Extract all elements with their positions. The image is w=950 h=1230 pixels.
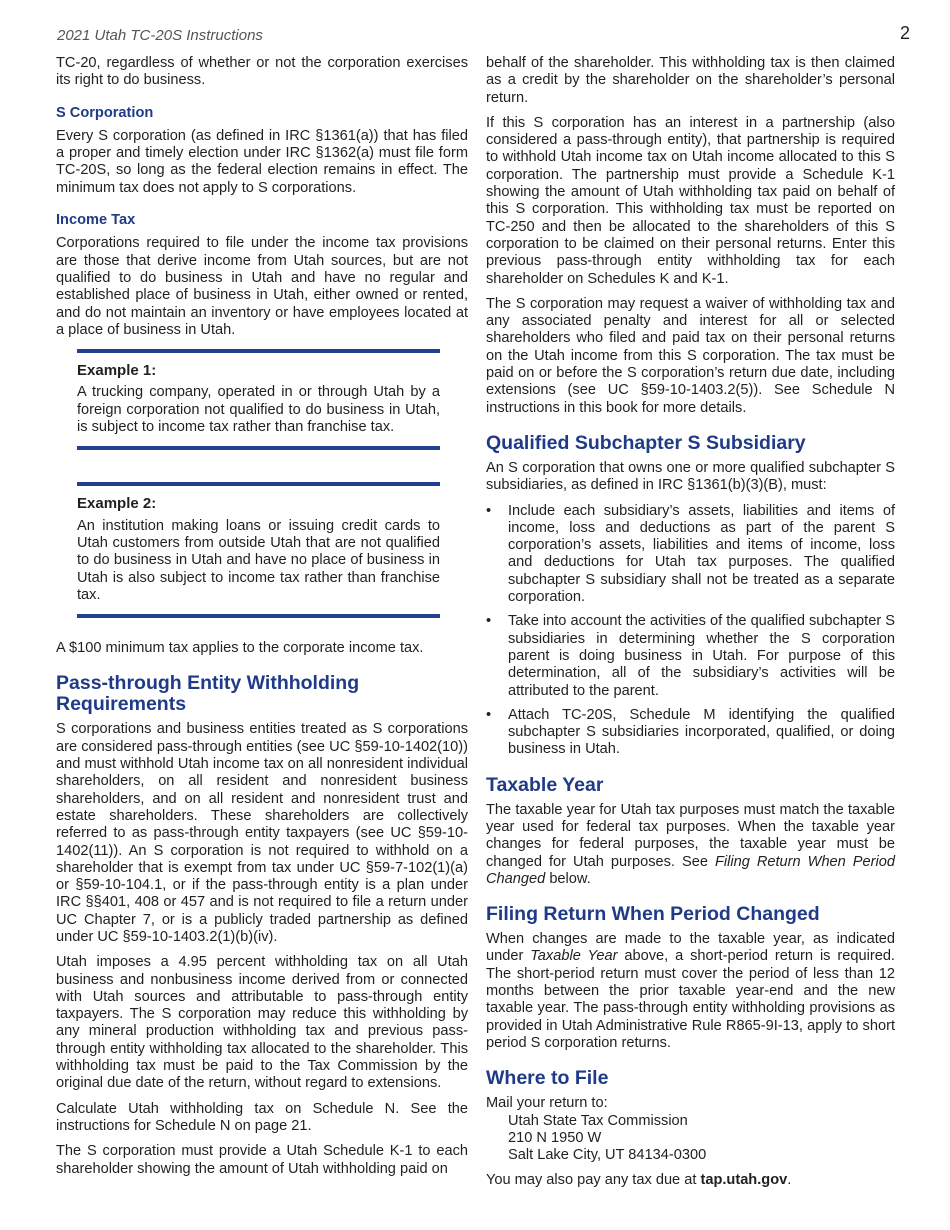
left-column (56, 55, 468, 1186)
address-line: Salt Lake City, UT 84134-0300 (508, 1147, 707, 1164)
example-2-title: Example 2: (77, 495, 157, 513)
qualified-subchapter-list (486, 503, 895, 759)
mailing-address-block (486, 1095, 895, 1164)
example-1-text: A trucking company, operated in or through Utah by a foreign corporation not qualified to do business in Utah, is subject to income tax rather than franchise tax. (77, 384, 440, 436)
tap-website-link[interactable]: tap.utah.gov (700, 1172, 788, 1189)
page-number: 2 (899, 23, 910, 43)
example-1-title: Example 1: (77, 362, 157, 380)
pass-through-paragraph-1: S corporations and business entities treated as S corporations are considered pass-through entities (see UC §59-10-1402(10)) and must withhold Utah income tax on all nonresident individual shareholders, on all resident and nonresident business shareholders, and on all resident and nonresident trust and estate shareholders. These shareholders are collectively referred to as pass-through entity taxpayers (see UC §59-10-1402(11)). An S corporation is not required to withhold on a shareholder that is exempt from tax under UC §59-7-102(1)(a) or §59-10-104.1, or if the pass-through entity is a plan under IRC §§401, 408 or 457 and is not required to file a return under UC Chapter 7, or is a publicly traded partnership as defined under UC §59-10-1403.2(1)(b)(iv). (56, 721, 468, 945)
list-item: • Attach TC-20S, Schedule M identifying the qualified subchapter S subsidiaries incorporated, qualified, or doing business in Utah. (486, 707, 895, 759)
pay-text: You may also pay any tax due at (486, 1172, 697, 1189)
address-line: 210 N 1950 W (508, 1129, 602, 1146)
where-to-file-heading: Where to File (486, 1067, 609, 1090)
pass-through-paragraph-4: The S corporation must provide a Utah Schedule K-1 to each shareholder showing the amount of Utah withholding paid on (56, 1143, 468, 1177)
filing-text-post: above, a short-period return is required. The short-period return must cover the period of less than 12 months between the prior taxable year-end and the new taxable year. The pass-through entity withholding provisions as provided in Utah Administrative Rule R865-9I-13, apply to short period S corporation returns. (486, 948, 895, 1051)
mail-label: Mail your return to: (486, 1095, 608, 1112)
qualified-subchapter-intro: An S corporation that owns one or more qualified subchapter S subsidiaries, as defined in IRC §1361(b)(3)(B), must: (486, 459, 895, 494)
right-column (486, 55, 895, 1198)
list-item: • Take into account the activities of the qualified subchapter S subsidiaries in determining whether the S corporation parent is doing business in Utah. For purpose of this determination, all of the subsidiary’s activities will be attributed to the parent. (486, 613, 895, 699)
taxable-year-heading: Taxable Year (486, 773, 604, 796)
running-header: 2021 Utah TC-20S Instructions (57, 27, 263, 44)
pass-through-paragraph-2: Utah imposes a 4.95 percent withholding tax on all Utah business and nonbusiness income derived from or connected with Utah sources and attributable to pass-through entity taxpayers. The S corporation may reduce this withholding by any mineral production withholding tax and previous pass-through entity withholding tax allocated to the shareholder. This withholding tax must be paid to the Tax Commission by the original due date of the return, without regard to extensions. (56, 954, 468, 1092)
partnership-paragraph: If this S corporation has an interest in a partnership (also considered a pass-through entity), that partnership is required to withhold Utah income tax on Utah income allocated to this S corporation. The partnership must provide a Schedule K-1 showing the amount of Utah withholding tax paid on behalf of this S corporation. This withholding tax must be reported on TC-250 and then be allocated to the shareholders of this S corporation to be claimed on their personal returns. Enter this previous pass-through entity withholding tax for each shareholder on Schedules K and K-1. (486, 114, 895, 287)
filing-return-paragraph (486, 931, 895, 1052)
minimum-tax-paragraph: A $100 minimum tax applies to the corporate income tax. (56, 640, 424, 657)
s-corporation-paragraph: Every S corporation (as defined in IRC §1361(a)) that has filed a proper and timely election under IRC §1362(a) must file form TC-20S, so long as the federal election remains in effect. The minimum tax does not apply to S corporations. (56, 127, 468, 196)
income-tax-paragraph: Corporations required to file under the income tax provisions are those that derive income from Utah sources, but are not qualified to do business in Utah and have no regular and established place of business in Utah, either owned or rented, and do not maintain an inventory or have employees located at a place of business in Utah. (56, 235, 468, 338)
income-tax-heading: Income Tax (56, 212, 136, 229)
example-2-box (77, 482, 440, 618)
waiver-paragraph: The S corporation may request a waiver of withholding tax and any associated penalty and interest for all or selected shareholders who filed and paid tax on their personal returns on the Utah income from this S corporation. The tax must be paid on or before the S corporation’s return due date, including extensions (see UC §59-10-1403.2(5)). See Schedule N instructions in this book for more details. (486, 295, 895, 416)
continued-paragraph: behalf of the shareholder. This withholding tax is then claimed as a credit by the shareholder on the shareholder’s personal return. (486, 55, 895, 106)
filing-text-pre: When changes are made to the taxable year, as indicated under (486, 931, 895, 965)
taxable-year-tail: below. (549, 870, 591, 887)
pass-through-withholding-heading (56, 673, 468, 715)
pass-through-paragraph-3: Calculate Utah withholding tax on Schedule N. See the instructions for Schedule N on page 21. (56, 1100, 468, 1134)
taxable-year-paragraph (486, 802, 895, 888)
taxable-year-text: The taxable year for Utah tax purposes must match the taxable year used for federal tax purposes. When the taxable year changes for federal purposes, the taxable year must be changed for Utah purposes. See (486, 801, 895, 870)
pass-through-heading-line-2: Requirements (56, 693, 187, 716)
taxable-year-reference: Filing Return When Period Changed (486, 853, 895, 887)
s-corporation-heading: S Corporation (56, 104, 154, 121)
qualified-subchapter-heading: Qualified Subchapter S Subsidiary (486, 431, 806, 454)
example-1-box (77, 349, 440, 450)
pay-online-paragraph (486, 1172, 895, 1189)
list-item: • Include each subsidiary’s assets, liabilities and items of income, loss and deductions as part of the parent S corporation’s assets, liabilities and items of income, loss and deductions for Utah tax purposes. The qualified subchapter S subsidiary shall not be treated as a separate corporation. (486, 503, 895, 607)
example-2-text: An institution making loans or issuing credit cards to Utah customers from outside Utah that are not qualified to do business in Utah and have no place of business in Utah is also subject to income tax rather than franchise tax. (77, 517, 440, 603)
intro-paragraph: TC-20, regardless of whether or not the corporation exercises its right to do business. (56, 55, 468, 89)
address-line: Utah State Tax Commission (508, 1112, 688, 1129)
pay-end: . (787, 1172, 792, 1189)
filing-text-reference: Taxable Year (530, 948, 618, 965)
pass-through-heading-line-1: Pass-through Entity Withholding (56, 672, 360, 695)
filing-return-heading: Filing Return When Period Changed (486, 903, 820, 926)
